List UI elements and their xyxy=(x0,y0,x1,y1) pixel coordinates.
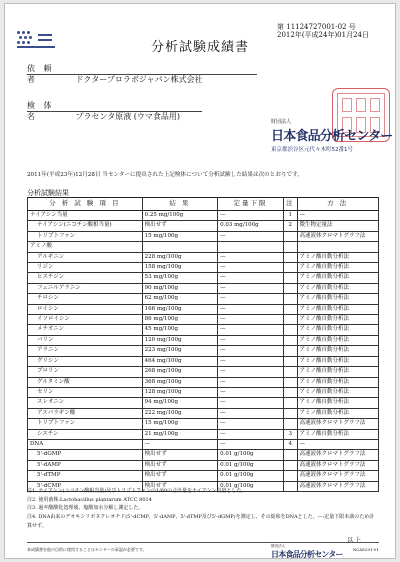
cell-note xyxy=(284,450,298,460)
results-body xyxy=(28,211,379,492)
cell-item: トリプトファン xyxy=(28,231,143,241)
cell-result: 268 mg/100g xyxy=(142,367,217,377)
cell-item: 5'-dCMP xyxy=(28,481,143,491)
cell-result: 21 mg/100g xyxy=(142,429,217,439)
table-row xyxy=(28,283,379,293)
cell-limit: — xyxy=(218,335,284,345)
table-row xyxy=(28,242,379,252)
cell-method: アミノ酸自動分析法 xyxy=(297,273,379,283)
cell-result: 368 mg/100g xyxy=(142,377,217,387)
column-header-result: 結 果 xyxy=(142,198,217,211)
note-line: 注3. 過ギ酸酸化処理後、塩酸加水分解し測定した。 xyxy=(27,505,144,512)
results-heading: 分析試験結果 xyxy=(27,189,69,197)
cell-result: 検出せず xyxy=(142,221,217,231)
cell-item: ナイアシン当量 xyxy=(28,211,143,221)
table-row xyxy=(28,367,379,377)
cell-limit: — xyxy=(218,263,284,273)
cell-limit: — xyxy=(218,377,284,387)
cell-limit: — xyxy=(218,429,284,439)
cell-method: アミノ酸自動分析法 xyxy=(297,283,379,293)
cell-limit: — xyxy=(218,325,284,335)
cell-note xyxy=(284,460,298,470)
table-row xyxy=(28,263,379,273)
cell-limit: — xyxy=(218,356,284,366)
cell-item: 5'-dAMP xyxy=(28,460,143,470)
cell-method: アミノ酸自動分析法 xyxy=(297,294,379,304)
cell-item: トリプトファン xyxy=(28,419,143,429)
issuer-org-type: 財団法人 xyxy=(271,119,292,125)
cell-result: 検出せず xyxy=(142,481,217,491)
cell-limit: — xyxy=(218,304,284,314)
cell-method: 高速液体クロマトグラフ法 xyxy=(297,481,379,491)
cell-limit: — xyxy=(218,273,284,283)
cell-limit: — xyxy=(218,398,284,408)
cell-result: 62 mg/100g xyxy=(142,294,217,304)
cell-item: アスパラギン酸 xyxy=(28,408,143,418)
table-row xyxy=(28,211,379,221)
cell-limit: — xyxy=(218,315,284,325)
cell-method: アミノ酸自動分析法 xyxy=(297,315,379,325)
client-value: ドクタープロラボジャパン株式会社 xyxy=(75,75,203,84)
client-underline xyxy=(27,74,257,75)
client-label: 依 頼 者 xyxy=(27,64,55,84)
issue-date: 2012年(平成24年)01月24日 xyxy=(277,31,369,39)
issuer-logo xyxy=(17,31,55,49)
sample-value: プラセンタ原液 (ウマ食品用) xyxy=(75,112,181,121)
cell-item: グルタミン酸 xyxy=(28,377,143,387)
cell-limit: — xyxy=(218,387,284,397)
cell-result: 158 mg/100g xyxy=(142,263,217,273)
cell-item: イソロイシン xyxy=(28,315,143,325)
cell-method: アミノ酸自動分析法 xyxy=(297,356,379,366)
cell-result: 0.25 mg/100g xyxy=(142,211,217,221)
cell-method: — xyxy=(297,439,379,449)
cell-item: ヒスチジン xyxy=(28,273,143,283)
cell-note: 1 xyxy=(284,211,298,221)
table-row xyxy=(28,471,379,481)
cell-limit: — xyxy=(218,439,284,449)
cell-item: DNA xyxy=(28,439,143,449)
table-row xyxy=(28,439,379,449)
closing-mark: 以 上 xyxy=(347,537,361,544)
cell-item: シスチン xyxy=(28,429,143,439)
cell-limit: 0.01 g/100g xyxy=(218,481,284,491)
issuer-address: 東京都渋谷区元代々木町52番1号 xyxy=(271,147,353,153)
cell-item: アルギニン xyxy=(28,252,143,262)
cell-limit: — xyxy=(218,211,284,221)
cell-method: アミノ酸自動分析法 xyxy=(297,325,379,335)
cell-note xyxy=(284,315,298,325)
cell-method: アミノ酸自動分析法 xyxy=(297,346,379,356)
cell-method: 高速液体クロマトグラフ法 xyxy=(297,231,379,241)
cell-method xyxy=(297,242,379,252)
cell-result: 45 mg/100g xyxy=(142,325,217,335)
cell-method: 微生物定量法 xyxy=(297,221,379,231)
footer-disclaimer: 本成績書を他の目的に使用することはセンターの承認が必要です。 xyxy=(27,547,147,552)
column-header-limit: 定量下限 xyxy=(218,198,284,211)
cell-item: メチオニン xyxy=(28,325,143,335)
cell-result: 228 mg/100g xyxy=(142,252,217,262)
cell-result xyxy=(142,242,217,252)
cell-note: 3 xyxy=(284,429,298,439)
cell-result: 15 mg/100g xyxy=(142,419,217,429)
cell-note xyxy=(284,377,298,387)
certificate-sheet xyxy=(4,3,396,559)
cell-note xyxy=(284,294,298,304)
cell-note xyxy=(284,356,298,366)
sample-underline xyxy=(27,111,202,112)
cell-item: リジン xyxy=(28,263,143,273)
cell-note xyxy=(284,398,298,408)
document-title: 分析試験成績書 xyxy=(150,40,249,55)
cell-result: 53 mg/100g xyxy=(142,273,217,283)
cell-note xyxy=(284,408,298,418)
cell-limit: — xyxy=(218,367,284,377)
cell-note xyxy=(284,252,298,262)
cell-note xyxy=(284,346,298,356)
table-row xyxy=(28,429,379,439)
table-row xyxy=(28,273,379,283)
cell-limit: — xyxy=(218,419,284,429)
cell-note: 4 xyxy=(284,439,298,449)
cell-result: 90 mg/100g xyxy=(142,283,217,293)
note-line: 注1. ナイアシン(ニコチン酸相当量)及びトリプトファンの1/60の合計量をナイアシン当量とした。 xyxy=(27,488,247,494)
column-header-note: 注 xyxy=(284,198,298,211)
cell-result: 128 mg/100g xyxy=(142,387,217,397)
cell-method: アミノ酸自動分析法 xyxy=(297,304,379,314)
cell-method: アミノ酸自動分析法 xyxy=(297,398,379,408)
table-row xyxy=(28,294,379,304)
cell-note xyxy=(284,242,298,252)
cell-note xyxy=(284,387,298,397)
cell-item: バリン xyxy=(28,335,143,345)
cell-limit: 0.01 g/100g xyxy=(218,450,284,460)
cell-result: 検出せず xyxy=(142,460,217,470)
table-row xyxy=(28,304,379,314)
footer-form-id: NCAS201-01 xyxy=(352,547,379,552)
cell-note xyxy=(284,325,298,335)
cell-result: 120 mg/100g xyxy=(142,335,217,345)
issuer-name: 日本食品分析センター xyxy=(271,129,393,144)
cell-method: アミノ酸自動分析法 xyxy=(297,377,379,387)
cell-result: 464 mg/100g xyxy=(142,356,217,366)
cell-result: 166 mg/100g xyxy=(142,304,217,314)
cell-method: アミノ酸自動分析法 xyxy=(297,335,379,345)
cell-result: 検出せず xyxy=(142,450,217,460)
issuer-block xyxy=(271,118,395,153)
cell-limit: — xyxy=(218,408,284,418)
cell-result: 94 mg/100g xyxy=(142,398,217,408)
cell-result: 223 mg/100g xyxy=(142,346,217,356)
table-row xyxy=(28,325,379,335)
cell-limit: 0.01 g/100g xyxy=(218,460,284,470)
cell-note xyxy=(284,273,298,283)
footer-divider xyxy=(27,542,379,543)
table-row xyxy=(28,221,379,231)
cell-note xyxy=(284,231,298,241)
cell-limit: 0.01 g/100g xyxy=(218,471,284,481)
cell-method: アミノ酸自動分析法 xyxy=(297,387,379,397)
cell-method: アミノ酸自動分析法 xyxy=(297,408,379,418)
table-row xyxy=(28,460,379,470)
footer-issuer xyxy=(271,544,343,560)
cell-note xyxy=(284,419,298,429)
table-row xyxy=(28,419,379,429)
table-row xyxy=(28,315,379,325)
table-row xyxy=(28,450,379,460)
cell-note xyxy=(284,471,298,481)
table-row xyxy=(28,231,379,241)
cell-method: アミノ酸自動分析法 xyxy=(297,429,379,439)
note-line: 注2. 使用菌株:Lactobacillus plantarum ATCC 8014 xyxy=(27,496,152,503)
cell-method: 高速液体クロマトグラフ法 xyxy=(297,460,379,470)
cell-note xyxy=(284,263,298,273)
table-row xyxy=(28,356,379,366)
certificate-number-suffix: 号 xyxy=(348,23,356,31)
cell-method: 高速液体クロマトグラフ法 xyxy=(297,419,379,429)
column-header-item: 分 析 試 験 項 目 xyxy=(28,198,143,211)
table-row xyxy=(28,408,379,418)
certificate-number-label: 第 xyxy=(277,23,284,31)
column-header-method: 方 法 xyxy=(297,198,379,211)
cell-method: 高速液体クロマトグラフ法 xyxy=(297,450,379,460)
cell-limit: 0.03 mg/100g xyxy=(218,221,284,231)
cell-method: アミノ酸自動分析法 xyxy=(297,367,379,377)
table-row xyxy=(28,335,379,345)
cell-limit: — xyxy=(218,231,284,241)
cell-method: アミノ酸自動分析法 xyxy=(297,252,379,262)
cell-limit: — xyxy=(218,283,284,293)
cell-item: チロシン xyxy=(28,294,143,304)
cell-item: アミノ酸 xyxy=(28,242,143,252)
cell-note xyxy=(284,304,298,314)
cell-method: — xyxy=(297,211,379,221)
cell-method: 高速液体クロマトグラフ法 xyxy=(297,471,379,481)
cell-item: ロイシン xyxy=(28,304,143,314)
intro-text: 2011年(平成23年)12月28日 当センターに提出された上記検体について分析試験した結果は次のとおりです。 xyxy=(27,172,303,178)
results-table xyxy=(27,197,379,492)
cell-limit: — xyxy=(218,346,284,356)
certificate-number-block xyxy=(277,23,375,39)
table-row xyxy=(28,398,379,408)
table-row xyxy=(28,377,379,387)
cell-result: 検出せず xyxy=(142,471,217,481)
cell-item: ナイアシン(ニコチン酸相当量) xyxy=(28,221,143,231)
table-row xyxy=(28,252,379,262)
cell-limit: — xyxy=(218,252,284,262)
notes-block xyxy=(27,487,379,531)
cell-item: プロリン xyxy=(28,367,143,377)
cell-result: 15 mg/100g xyxy=(142,231,217,241)
cell-item: グリシン xyxy=(28,356,143,366)
cell-limit: — xyxy=(218,294,284,304)
results-header-row xyxy=(28,198,379,211)
cell-note xyxy=(284,367,298,377)
cell-item: フェニルアラニン xyxy=(28,283,143,293)
table-row xyxy=(28,346,379,356)
sample-label: 検 体 名 xyxy=(27,101,55,121)
cell-result: 222 mg/100g xyxy=(142,408,217,418)
cell-item: セリン xyxy=(28,387,143,397)
cell-result: 86 mg/100g xyxy=(142,315,217,325)
table-row xyxy=(28,387,379,397)
cell-note xyxy=(284,335,298,345)
footer-org-type: 財団法人 xyxy=(271,544,285,548)
cell-method: アミノ酸自動分析法 xyxy=(297,263,379,273)
cell-note xyxy=(284,283,298,293)
cell-note: 2 xyxy=(284,221,298,231)
certificate-number: 11124727001-02 xyxy=(286,23,347,31)
cell-limit xyxy=(218,242,284,252)
footer-issuer-name: 日本食品分析センター xyxy=(271,550,343,559)
cell-result: — xyxy=(142,439,217,449)
note-line: 注4. DNA由来のデオキシリボヌクレオチド(5'-dCMP、5'-dAMP、5'-dTMP及び5'-dGMP)を測定し、その総和をDNAとした。—:定量下限未満のため計算せず。 xyxy=(27,514,375,529)
cell-item: スレオニン xyxy=(28,398,143,408)
cell-item: 5'-dGMP xyxy=(28,450,143,460)
cell-item: 5'-dTMP xyxy=(28,471,143,481)
cell-item: アラニン xyxy=(28,346,143,356)
